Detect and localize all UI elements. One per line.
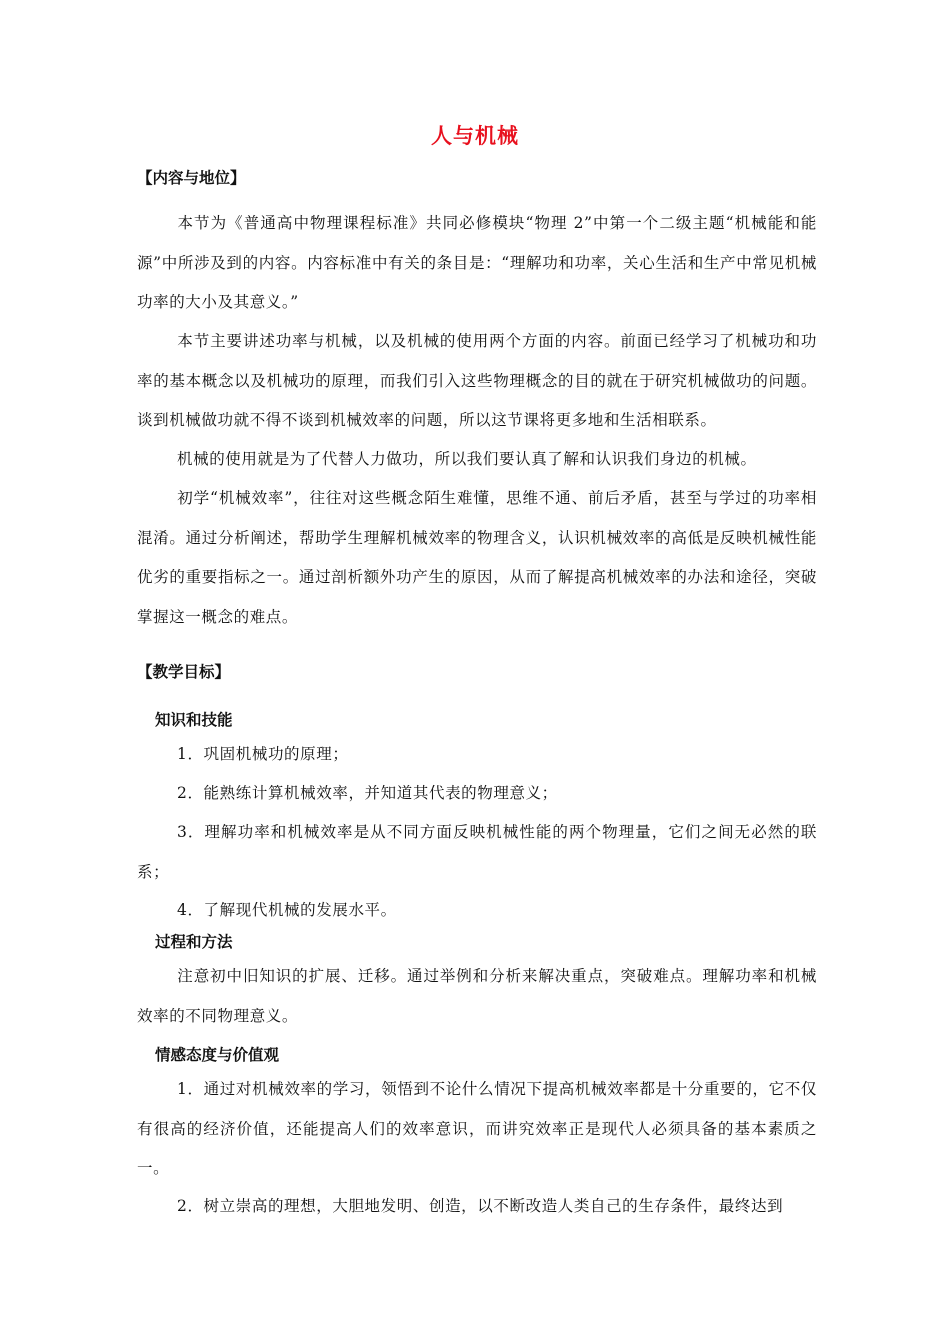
list-item: 2．树立崇高的理想，大胆地发明、创造，以不断改造人类自己的生存条件，最终达到 — [177, 1197, 784, 1215]
paragraph — [137, 440, 817, 480]
subheading-knowledge-skills: 知识和技能 — [155, 711, 233, 729]
paragraph-text: 初学“机械效率”，往往对这些概念陌生难懂，思维不通、前后矛盾，甚至与学过的功率相混淆。通过分析阐述，帮助学生理解机械效率的物理含义，认识机械效率的高低是反映机械性能优劣的重要指标之一。通过剖析额外功产生的原因，从而了解提高机械效率的办法和途径，突破掌握这一概念的难点。 — [137, 489, 817, 626]
section-heading-content-position: 【内容与地位】 — [137, 169, 246, 187]
list-item: 1．通过对机械效率的学习，领悟到不论什么情况下提高机械效率都是十分重要的，它不仅有很高的经济价值，还能提高人们的效率意识，而讲究效率正是现代人必须具备的基本素质之一。 — [137, 1080, 817, 1177]
list-item: 3．理解功率和机械效率是从不同方面反映机械性能的两个物理量，它们之间无必然的联系； — [137, 823, 817, 881]
list-item: 1．巩固机械功的原理； — [177, 745, 349, 763]
section-heading-teaching-goals: 【教学目标】 — [137, 663, 231, 681]
paragraph — [137, 204, 817, 323]
paragraph — [137, 322, 817, 441]
paragraph-text: 机械的使用就是为了代替人力做功，所以我们要认真了解和认识我们身边的机械。 — [177, 450, 757, 468]
paragraph-text: 本节主要讲述功率与机械，以及机械的使用两个方面的内容。前面已经学习了机械功和功率的基本概念以及机械功的原理，而我们引入这些物理概念的目的就在于研究机械做功的问题。谈到机械做功就不得不谈到机械效率的问题，所以这节课将更多地和生活相联系。 — [137, 332, 817, 429]
subheading-process-methods: 过程和方法 — [155, 933, 233, 951]
list-item: 4．了解现代机械的发展水平。 — [177, 901, 397, 919]
list-item: 2．能熟练计算机械效率，并知道其代表的物理意义； — [177, 784, 558, 802]
paragraph-text: 本节为《普通高中物理课程标准》共同必修模块“物理 2”中第一个二级主题“机械能和能源”中所涉及到的内容。内容标准中有关的条目是：“理解功和功率，关心生活和生产中常见机械功率的大小及其意义。” — [137, 214, 817, 311]
paragraph: 注意初中旧知识的扩展、迁移。通过举例和分析来解决重点，突破难点。理解功率和机械效率的不同物理意义。 — [137, 967, 817, 1025]
page-title: 人与机械 — [431, 124, 519, 148]
subheading-emotion-values: 情感态度与价值观 — [155, 1046, 280, 1064]
paragraph — [137, 479, 817, 637]
